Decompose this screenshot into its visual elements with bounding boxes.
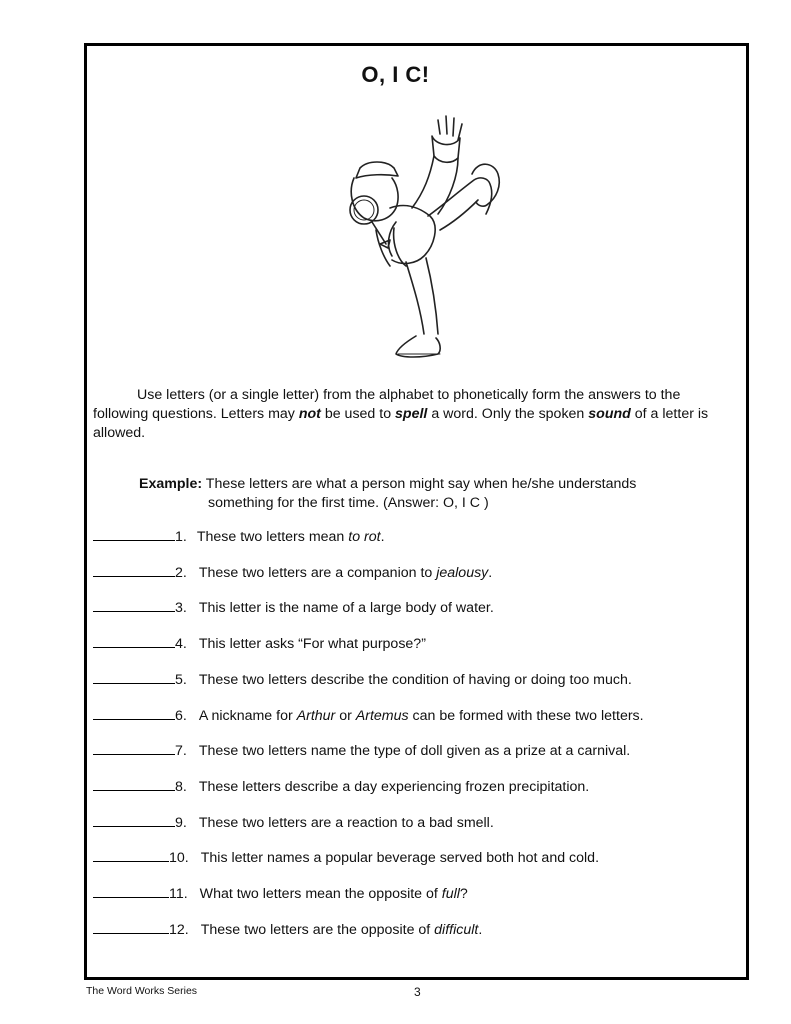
instructions-paragraph bbox=[93, 386, 738, 443]
question-7 bbox=[93, 741, 743, 761]
emphasis-not: not bbox=[298, 406, 321, 422]
answer-blank-12[interactable] bbox=[93, 920, 169, 934]
question-number: 7. bbox=[175, 743, 187, 759]
question-6 bbox=[93, 706, 743, 726]
answer-blank-4[interactable] bbox=[93, 634, 175, 648]
question-1 bbox=[93, 527, 743, 547]
question-text: These two letters name the type of doll given as a prize at a carnival. bbox=[198, 743, 631, 759]
question-text: These two letters are a companion to jealousy. bbox=[198, 565, 493, 581]
example-line-2: something for the first time. (Answer: O, I C ) bbox=[208, 495, 489, 511]
detective-with-magnifying-glass-icon bbox=[320, 112, 510, 378]
question-9 bbox=[93, 813, 743, 833]
answer-blank-6[interactable] bbox=[93, 706, 175, 720]
question-number: 2. bbox=[175, 565, 187, 581]
question-text: These two letters mean to rot. bbox=[196, 529, 385, 545]
question-12 bbox=[93, 920, 743, 940]
question-text: What two letters mean the opposite of full? bbox=[199, 886, 468, 902]
question-number: 12. bbox=[169, 922, 189, 938]
question-number: 9. bbox=[175, 815, 187, 831]
answer-blank-10[interactable] bbox=[93, 848, 169, 862]
answer-blank-5[interactable] bbox=[93, 670, 175, 684]
page-title: O, I C! bbox=[361, 62, 430, 87]
question-number: 10. bbox=[169, 850, 189, 866]
instructions-text-2: be used to bbox=[320, 406, 396, 422]
question-text: These two letters are the opposite of difficult. bbox=[200, 922, 483, 938]
question-text: These two letters describe the condition of having or doing too much. bbox=[198, 672, 632, 688]
question-number: 4. bbox=[175, 636, 187, 652]
answer-blank-9[interactable] bbox=[93, 813, 175, 827]
instructions-text-3: a word. Only the spoken bbox=[427, 406, 589, 422]
instructions-text-4: of a letter is allowed. bbox=[93, 406, 709, 441]
instructions-text-1: Use letters (or a single letter) from the alphabet to phonetically form the answers to the following questions. Letters may bbox=[93, 387, 681, 422]
question-8 bbox=[93, 777, 743, 797]
emphasis-sound: sound bbox=[588, 406, 631, 422]
question-text: This letter is the name of a large body of water. bbox=[198, 600, 494, 616]
question-text: This letter names a popular beverage served both hot and cold. bbox=[200, 850, 600, 866]
question-number: 5. bbox=[175, 672, 187, 688]
answer-blank-7[interactable] bbox=[93, 741, 175, 755]
example-label: Example: bbox=[139, 476, 203, 492]
question-11 bbox=[93, 884, 743, 904]
question-3 bbox=[93, 598, 743, 618]
emphasis-spell: spell bbox=[395, 406, 428, 422]
question-number: 1. bbox=[175, 529, 187, 545]
question-number: 11. bbox=[169, 886, 188, 902]
question-4 bbox=[93, 634, 743, 654]
question-text: These two letters are a reaction to a bad smell. bbox=[198, 815, 494, 831]
question-text: This letter asks “For what purpose?” bbox=[198, 636, 426, 652]
answer-blank-8[interactable] bbox=[93, 777, 175, 791]
question-number: 6. bbox=[175, 708, 187, 724]
footer-page-number: 3 bbox=[414, 985, 421, 999]
answer-blank-1[interactable] bbox=[93, 527, 175, 541]
answer-blank-11[interactable] bbox=[93, 884, 169, 898]
question-number: 3. bbox=[175, 600, 187, 616]
answer-blank-3[interactable] bbox=[93, 598, 175, 612]
answer-blank-2[interactable] bbox=[93, 563, 175, 577]
example-block bbox=[139, 475, 739, 513]
question-10 bbox=[93, 848, 743, 868]
question-5 bbox=[93, 670, 743, 690]
example-line-1: These letters are what a person might say when he/she understands bbox=[202, 476, 637, 492]
footer-series-name: The Word Works Series bbox=[86, 985, 198, 997]
question-2 bbox=[93, 563, 743, 583]
question-text: These letters describe a day experiencing frozen precipitation. bbox=[198, 779, 590, 795]
question-text: A nickname for Arthur or Artemus can be formed with these two letters. bbox=[198, 708, 644, 724]
question-number: 8. bbox=[175, 779, 187, 795]
